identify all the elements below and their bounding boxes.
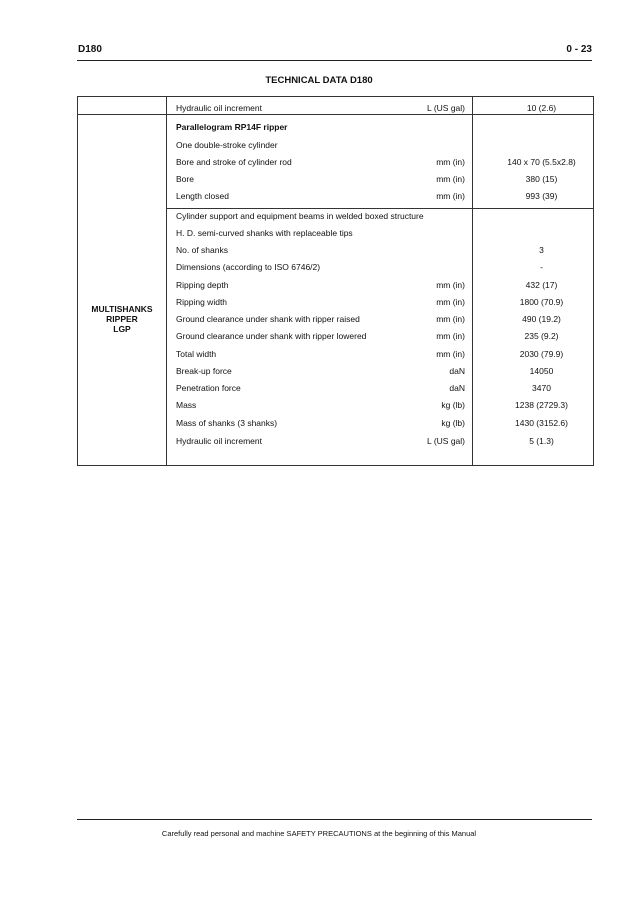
row-description: Length closed xyxy=(176,191,229,201)
row-value: 14050 xyxy=(529,366,554,376)
row-value: 2030 (79.9) xyxy=(519,349,564,359)
row-value: 380 (15) xyxy=(525,174,558,184)
section-label-line: RIPPER xyxy=(106,314,138,324)
row-unit: mm (in) xyxy=(436,191,465,201)
row-description: Cylinder support and equipment beams in welded boxed structure xyxy=(176,211,424,221)
row-unit: mm (in) xyxy=(436,331,465,341)
header-divider xyxy=(77,60,592,61)
row-unit: mm (in) xyxy=(436,297,465,307)
row-description: Ripping depth xyxy=(176,280,229,290)
row-description: Bore and stroke of cylinder rod xyxy=(176,157,292,167)
row-description: Parallelogram RP14F ripper xyxy=(176,122,288,132)
row-unit: kg (lb) xyxy=(441,400,465,410)
page-title: TECHNICAL DATA D180 xyxy=(265,75,373,86)
row-value: 3470 xyxy=(532,383,551,393)
row-description: Bore xyxy=(176,174,194,184)
row-description: One double-stroke cylinder xyxy=(176,140,278,150)
row-description: Hydraulic oil increment xyxy=(176,103,262,113)
column-divider-label xyxy=(166,97,167,465)
row-value: - xyxy=(540,262,543,272)
row-value: 1800 (70.9) xyxy=(519,297,564,307)
row-description: Mass xyxy=(176,400,197,410)
document-code: D180 xyxy=(78,44,102,55)
row-value: 993 (39) xyxy=(525,191,558,201)
row-value: 235 (9.2) xyxy=(524,331,559,341)
row-unit: L (US gal) xyxy=(427,103,465,113)
section-label-line: MULTISHANKS xyxy=(91,304,153,314)
row-description: Hydraulic oil increment xyxy=(176,436,262,446)
row-divider-label xyxy=(78,114,166,115)
row-description: Dimensions (according to ISO 6746/2) xyxy=(176,262,321,272)
row-value: 432 (17) xyxy=(525,280,558,290)
row-value: 1238 (2729.3) xyxy=(515,400,568,410)
row-value: 10 (2.6) xyxy=(526,103,557,113)
row-description: Mass of shanks (3 shanks) xyxy=(176,418,278,428)
footer-divider xyxy=(77,819,592,820)
safety-footer: Carefully read personal and machine SAFETY PRECAUTIONS at the beginning of this Manual xyxy=(161,829,477,838)
column-divider-value xyxy=(472,97,473,465)
row-value: 490 (19.2) xyxy=(522,314,561,324)
row-value: 3 xyxy=(539,245,544,255)
row-unit: mm (in) xyxy=(436,349,465,359)
row-unit: daN xyxy=(449,366,465,376)
row-divider xyxy=(166,114,593,115)
page-number: 0 - 23 xyxy=(566,44,592,55)
row-description: Penetration force xyxy=(176,383,241,393)
section-label xyxy=(78,304,166,334)
row-unit: mm (in) xyxy=(436,174,465,184)
row-description: Ripping width xyxy=(176,297,228,307)
row-unit: mm (in) xyxy=(436,314,465,324)
row-value: 1430 (3152.6) xyxy=(515,418,568,428)
row-divider xyxy=(166,208,593,209)
section-label-line: LGP xyxy=(113,324,131,334)
row-value: 140 x 70 (5.5x2.8) xyxy=(507,157,576,167)
row-description: H. D. semi-curved shanks with replaceable tips xyxy=(176,228,353,238)
technical-data-table xyxy=(77,96,594,466)
row-value: 5 (1.3) xyxy=(529,436,554,446)
row-unit: kg (lb) xyxy=(441,418,465,428)
row-unit: daN xyxy=(449,383,465,393)
row-description: Total width xyxy=(176,349,217,359)
row-description: Break-up force xyxy=(176,366,232,376)
row-description: No. of shanks xyxy=(176,245,228,255)
row-unit: L (US gal) xyxy=(427,436,465,446)
row-description: Ground clearance under shank with ripper lowered xyxy=(176,331,367,341)
row-description: Ground clearance under shank with ripper raised xyxy=(176,314,360,324)
row-unit: mm (in) xyxy=(436,280,465,290)
row-unit: mm (in) xyxy=(436,157,465,167)
